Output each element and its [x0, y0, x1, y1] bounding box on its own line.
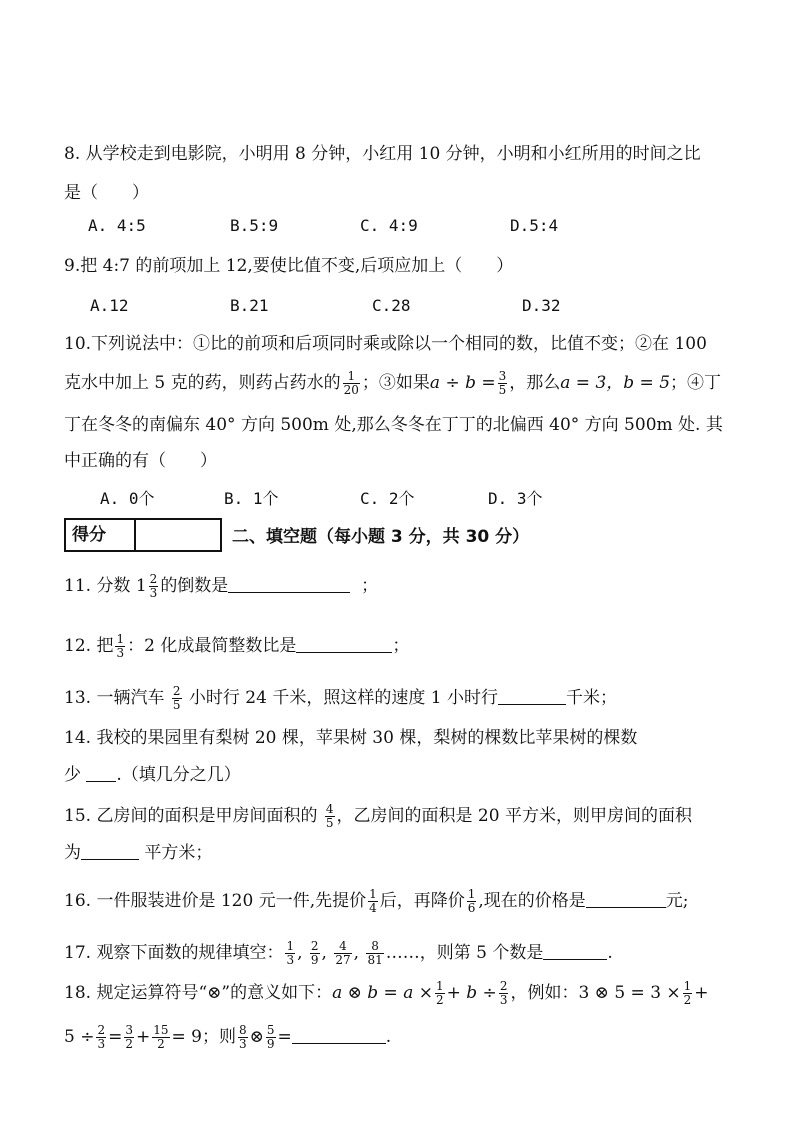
- fraction-numerator: 15: [153, 1023, 169, 1037]
- q18-text-i: .: [385, 1027, 392, 1047]
- q9-option-a[interactable]: A.12: [90, 296, 129, 315]
- fraction-denominator: 9: [266, 1037, 275, 1051]
- q17-text-c: .: [607, 943, 613, 963]
- q13-answer-blank[interactable]: [498, 688, 566, 705]
- q16-text-a: 16. 一件服装进价是 120 元一件,先提价: [64, 891, 367, 911]
- q11-text-c: ；: [361, 576, 379, 596]
- fraction-denominator: 3: [97, 1037, 106, 1051]
- q8-option-c[interactable]: C. 4:9: [360, 216, 418, 235]
- q16-answer-blank[interactable]: [586, 891, 666, 908]
- q17-fraction-2: [310, 940, 320, 967]
- q17-text-b: ……，则第 5 个数是: [385, 943, 544, 963]
- q9-option-b[interactable]: B.21: [230, 296, 269, 315]
- q9-text: 9.把 4:7 的前项加上 12,要使比值不变,后项应加上（ ）: [64, 256, 514, 276]
- q12-text-c: ；: [392, 636, 410, 656]
- q18-fraction-5-9: [266, 1024, 276, 1051]
- fraction-denominator: 5: [498, 383, 507, 397]
- q18-text-c: +: [694, 983, 709, 1003]
- q16-text-b: 后，再降价: [379, 891, 465, 911]
- q17-answer-blank[interactable]: [543, 943, 607, 960]
- q18-answer-blank[interactable]: [292, 1027, 386, 1044]
- q9-option-d[interactable]: D.32: [522, 296, 561, 315]
- q15-text-d: 平方米；: [144, 843, 213, 863]
- fraction-numerator: 8: [366, 940, 383, 954]
- q10-line2-text-c: ，那么: [509, 373, 561, 393]
- q16-text-c: ,现在的价格是: [478, 891, 586, 911]
- q18-text-d: 5 ÷: [64, 1027, 95, 1047]
- fraction-numerator: 8: [239, 1023, 247, 1037]
- q10-option-d[interactable]: D. 3个: [488, 489, 543, 508]
- q15-text-a: 15. 乙房间的面积是甲房间面积的: [64, 806, 318, 826]
- q16-text-d: 元;: [665, 891, 689, 911]
- q18-expression-1: a ⊗ b = a ×: [332, 983, 433, 1003]
- fraction-denominator: 2: [435, 993, 444, 1007]
- q10-line2: [64, 370, 721, 397]
- q18-fraction-half-2: [683, 980, 693, 1007]
- fraction-denominator: 2: [157, 1037, 165, 1051]
- score-label: 得分: [66, 520, 136, 550]
- fraction-numerator: 2: [149, 572, 158, 586]
- q14-answer-blank[interactable]: [86, 765, 116, 782]
- q13-text-a: 13. 一辆汽车: [64, 688, 165, 708]
- q14-text-b: .（填几分之几）: [116, 765, 241, 785]
- q8-option-d[interactable]: D.5:4: [510, 216, 559, 235]
- q17-text-a: 17. 观察下面数的规律填空：: [64, 943, 284, 963]
- q18-fraction-half: [435, 980, 445, 1007]
- q13-text-c: 千米；: [565, 688, 617, 708]
- fraction-numerator: 4: [325, 802, 334, 816]
- fraction-denominator: 3: [149, 586, 158, 600]
- q10-fraction-2: [498, 370, 508, 397]
- q8-line2: 是（ ）: [64, 183, 149, 203]
- q18-line2: [64, 1024, 391, 1051]
- score-box: [64, 518, 222, 552]
- q10-option-c[interactable]: C. 2个: [360, 489, 415, 508]
- fraction-numerator: 1: [343, 370, 360, 384]
- q18-text-b: ，例如：3 ⊗ 5 = 3 ×: [510, 983, 681, 1003]
- q18-line1: [64, 980, 709, 1007]
- q12-answer-blank[interactable]: [296, 636, 392, 653]
- fraction-numerator: 5: [266, 1023, 275, 1037]
- q12-text-b: ：2 化成最简整数比是: [127, 636, 297, 656]
- section-title: 二、填空题（每小题 3 分，共 30 分）: [232, 527, 530, 547]
- q18-fraction-two-thirds: [499, 980, 509, 1007]
- q13: [64, 685, 617, 712]
- q18-text-f: +: [136, 1027, 151, 1047]
- fraction-numerator: 3: [125, 1023, 133, 1037]
- q17: 17. 观察下面数的规律填空： $\frac{1}{3}$ , $\frac{2}{9}$ , $\frac{4}{27}$ , $\frac{8}{81}$ ……，则第 5 个数是 .: [64, 939, 613, 967]
- q17-fraction-1: [285, 940, 295, 967]
- score-cell[interactable]: [136, 520, 220, 550]
- q18-expression-2: + b ÷: [446, 983, 497, 1003]
- q18-text-a: 18. 规定运算符号“⊗”的意义如下：: [64, 983, 333, 1003]
- fraction-denominator: 3: [499, 993, 508, 1007]
- fraction-numerator: 1: [467, 887, 476, 901]
- q14-line1: 14. 我校的果园里有梨树 20 棵，苹果树 30 棵，梨树的棵数比苹果树的棵数: [64, 728, 638, 748]
- fraction-numerator: 3: [498, 369, 507, 383]
- q10-line3: 丁在冬冬的南偏东 40° 方向 500m 处,那么冬冬在丁丁的北偏西 40° 方向 500m 处. 其: [64, 415, 723, 435]
- fraction-denominator: 6: [467, 901, 476, 915]
- q12: [64, 633, 409, 660]
- fraction-numerator: 1: [116, 632, 125, 646]
- q12-fraction: [115, 633, 125, 660]
- q10-line2-text-a: 克水中加上 5 克的药，则药占药水的: [64, 373, 341, 393]
- q13-fraction: [172, 685, 182, 712]
- fraction-numerator: 1: [369, 887, 377, 901]
- q16-fraction-1: [368, 888, 378, 915]
- q11-fraction: [149, 573, 159, 600]
- q11-answer-blank[interactable]: [228, 576, 350, 593]
- q18-text-e: =: [108, 1027, 123, 1047]
- fraction-numerator: 4: [334, 940, 351, 954]
- q15-fraction: [325, 803, 335, 830]
- q8-line1: 8. 从学校走到电影院，小明用 8 分钟，小红用 10 分钟，小明和小红所用的时间之比: [64, 144, 701, 164]
- fraction-denominator: 9: [310, 953, 319, 967]
- fraction-denominator: 4: [369, 901, 377, 915]
- q10-line1: 10.下列说法中：①比的前项和后项同时乘或除以一个相同的数，比值不变；②在 100: [64, 334, 707, 354]
- q15-text-c: 为: [64, 843, 81, 863]
- q17-fraction-4: [366, 940, 383, 967]
- fraction-denominator: 20: [343, 383, 359, 397]
- q15-line1: [64, 803, 692, 830]
- q17-fraction-3: [334, 940, 351, 967]
- q8-option-a[interactable]: A. 4:5: [88, 216, 146, 235]
- fraction-denominator: 5: [325, 816, 334, 830]
- fraction-denominator: 3: [116, 646, 125, 660]
- q10-expression: a ÷ b =: [429, 373, 496, 393]
- q11-text-b: 的倒数是: [160, 576, 229, 596]
- fraction-denominator: 2: [125, 1037, 133, 1051]
- q14-text-a: 少: [64, 765, 81, 785]
- fraction-denominator: 27: [335, 953, 351, 967]
- fraction-numerator: 2: [499, 979, 508, 993]
- fraction-denominator: 3: [286, 953, 295, 967]
- fraction-denominator: 2: [683, 993, 692, 1007]
- q15-text-b: ，乙房间的面积是 20 平方米，则甲房间的面积: [336, 806, 692, 826]
- q12-text-a: 12. 把: [64, 636, 114, 656]
- q9-option-c[interactable]: C.28: [372, 296, 411, 315]
- q18-fraction-two-thirds-2: [96, 1024, 106, 1051]
- q18-text-h: =: [277, 1027, 292, 1047]
- q16-fraction-2: [467, 888, 477, 915]
- q10-values: a = 3，b = 5: [560, 373, 671, 393]
- q10-fraction-1: [343, 370, 360, 397]
- fraction-numerator: 2: [172, 684, 181, 698]
- q10-line4: 中正确的有（ ）: [64, 451, 217, 471]
- fraction-numerator: 1: [435, 979, 444, 993]
- q18-otimes-symbol: ⊗: [249, 1027, 264, 1047]
- q10-line2-text-b: ；③如果: [361, 373, 430, 393]
- fraction-denominator: 81: [367, 953, 383, 967]
- fraction-numerator: 1: [683, 979, 692, 993]
- q15-answer-blank[interactable]: [81, 843, 139, 860]
- q10-line2-text-e: ；④丁: [670, 373, 722, 393]
- q8-option-b[interactable]: B.5:9: [230, 216, 279, 235]
- q18-text-g: = 9；则: [171, 1027, 236, 1047]
- fraction-denominator: 5: [172, 698, 181, 712]
- q11: [64, 573, 378, 600]
- q11-text-a: 11. 分数 1: [64, 576, 147, 596]
- q18-fraction-15-2: [152, 1024, 169, 1051]
- q16: [64, 888, 689, 915]
- q13-text-b: 小时行 24 千米，照这样的速度 1 小时行: [188, 688, 498, 708]
- fraction-numerator: 2: [97, 1023, 106, 1037]
- q10-option-a[interactable]: A. 0个: [100, 489, 155, 508]
- q14-line2: [64, 764, 241, 786]
- fraction-numerator: 2: [310, 939, 319, 953]
- q10-option-b[interactable]: B. 1个: [224, 489, 279, 508]
- fraction-numerator: 1: [286, 939, 295, 953]
- q18-fraction-3-2: [124, 1024, 134, 1051]
- q18-fraction-8-3: [238, 1024, 248, 1051]
- fraction-denominator: 3: [239, 1037, 247, 1051]
- q15-line2: [64, 842, 212, 864]
